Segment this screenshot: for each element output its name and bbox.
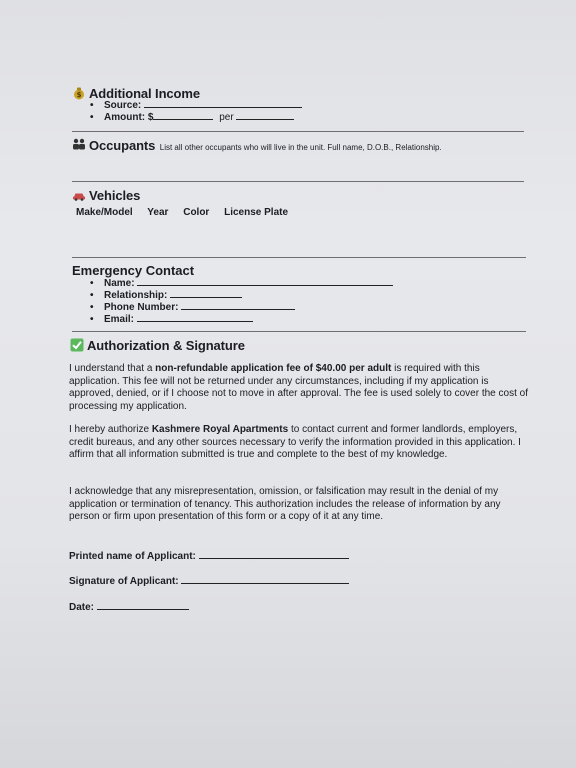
emergency-phone-field[interactable] [181,308,295,310]
vehicles-heading [72,188,140,204]
occupants-title: Occupants [89,138,156,154]
fee-paragraph [69,363,529,413]
car-icon [72,189,86,204]
authorization-heading [70,338,245,355]
occupants-heading [72,137,532,155]
income-amount-item: • Amount: $ per [90,112,294,123]
income-per-field[interactable] [236,118,294,120]
divider [72,181,524,182]
emergency-contact-heading: Emergency Contact [72,263,195,278]
authorization-title: Authorization & Signature [87,338,245,353]
signature-row [69,576,349,587]
emergency-phone-label: Phone Number: [104,302,179,313]
emergency-email-item: • Email: [90,314,253,325]
people-icon [72,137,86,155]
printed-name-field[interactable] [199,557,349,559]
emergency-email-label: Email: [104,314,135,325]
income-source-label: Source: [104,100,142,111]
column-make-model: Make/Model [76,207,133,218]
date-field[interactable] [97,608,189,610]
authorize-text-bold: Kashmere Royal Apartments [151,424,289,435]
money-bag-icon [72,86,86,103]
divider [72,331,526,332]
additional-income-title: Additional Income [89,86,200,101]
vehicles-columns [76,207,288,218]
column-license-plate: License Plate [224,207,289,218]
divider [72,257,526,258]
check-box-icon [70,338,84,355]
emergency-phone-item: • Phone Number: [90,302,295,313]
income-amount-label: Amount: $ [104,112,154,123]
column-color: Color [183,207,210,218]
column-year: Year [147,207,169,218]
printed-name-row [69,551,349,562]
vehicles-title: Vehicles [89,188,141,203]
fee-text-a: I understand that a [69,363,156,374]
svg-text:$: $ [76,91,82,100]
date-row [69,602,189,613]
emergency-name-field[interactable] [137,284,393,286]
fee-text-bold: non-refundable application fee of $40.00 per adult [155,363,392,374]
emergency-relationship-item: • Relationship: [90,290,242,301]
income-amount-field[interactable] [153,118,213,120]
authorize-text-a: I hereby authorize [69,424,152,435]
emergency-email-field[interactable] [137,320,253,322]
signature-field[interactable] [181,582,349,584]
authorize-text-b: to contact current and former landlords, employers, credit bureaus, and any other sources necessary to verify the information provided in this application. I affirm that all information submitted is true and complete to the best of my knowledge. [69,424,521,461]
signature-label: Signature of Applicant: [69,576,179,587]
acknowledge-paragraph: I acknowledge that any misrepresentation, omission, or falsification may result in the denial of my application or termination of tenancy. This authorization includes the release of information by any person or firm upon presentation of this form or a copy of it at any time. [69,486,501,523]
income-per-label: per [219,112,234,123]
emergency-name-item: • Name: [90,278,393,289]
income-source-field[interactable] [144,106,302,108]
emergency-name-label: Name: [104,278,135,289]
income-source-item: • Source: [90,100,302,111]
fee-text-b: is required with this application. This fee will not be returned under any circumstances, including if my application is approved, denied, or if I choose not to move in after approval. The fee is used solely to cover the cost of processing my application. [69,363,528,412]
printed-name-label: Printed name of Applicant: [69,551,196,562]
occupants-description: List all other occupants who will live in the unit. Full name, D.O.B., Relationship. [159,143,442,153]
emergency-relationship-field[interactable] [170,296,242,298]
date-label: Date: [69,602,95,613]
divider [72,131,524,132]
emergency-relationship-label: Relationship: [104,290,168,301]
authorize-paragraph [69,424,529,462]
